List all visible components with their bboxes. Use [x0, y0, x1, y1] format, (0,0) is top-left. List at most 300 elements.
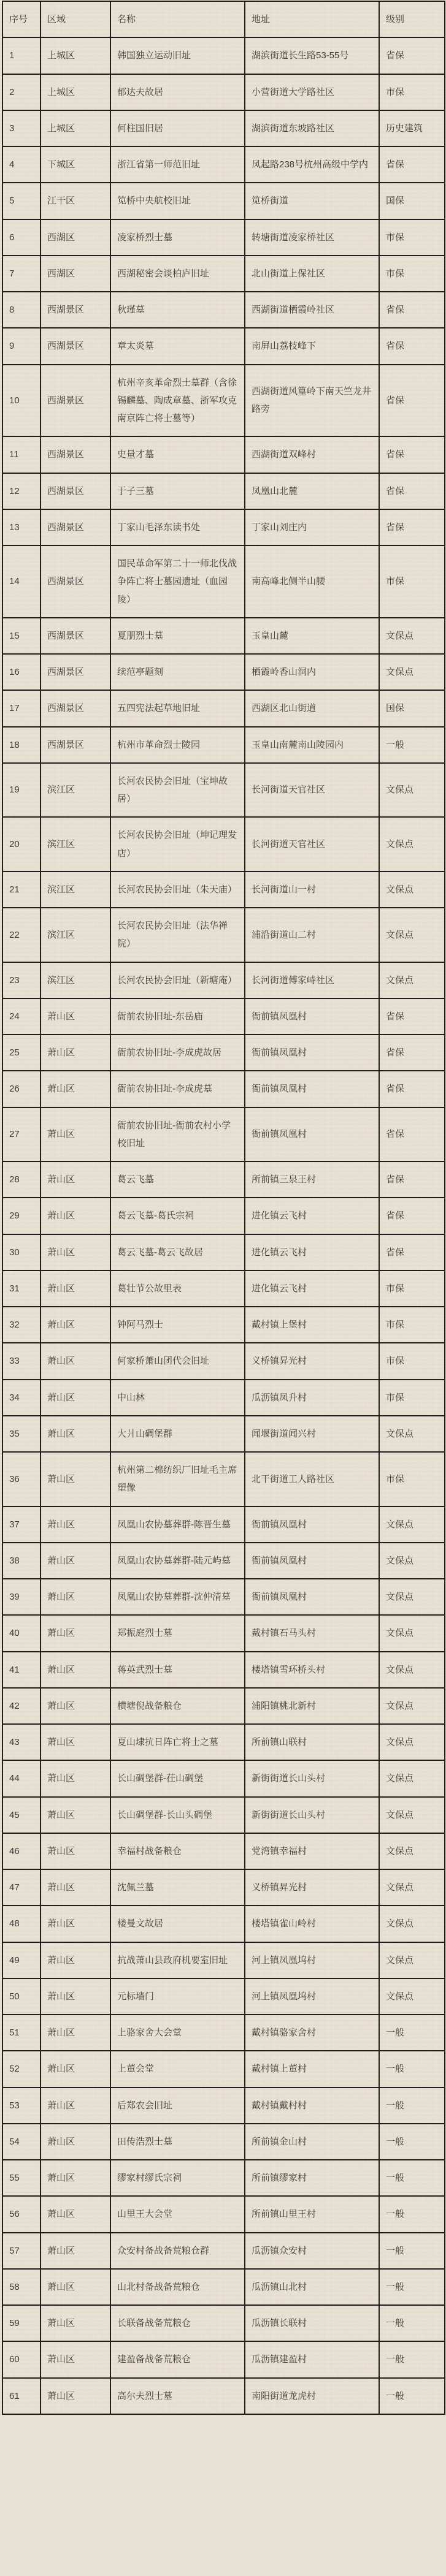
level-cell: 文保点	[379, 1506, 445, 1543]
district-cell: 上城区	[40, 74, 110, 110]
table-row	[2, 1108, 445, 1162]
name-cell: 丁家山毛泽东读书处	[110, 509, 245, 545]
level-cell: 文保点	[379, 654, 445, 690]
district-cell: 西湖景区	[40, 328, 110, 364]
district-cell: 西湖景区	[40, 509, 110, 545]
address-cell: 北山街道上保社区	[245, 256, 379, 292]
table-row	[2, 962, 445, 998]
row-number-cell: 47	[2, 1869, 40, 1905]
address-cell: 转塘街道凌家桥社区	[245, 219, 379, 256]
address-cell: 南屏山荔枝峰下	[245, 328, 379, 364]
row-number-cell: 31	[2, 1271, 40, 1307]
table-row	[2, 690, 445, 726]
address-cell: 湖滨街道东坡路社区	[245, 110, 379, 146]
table-row	[2, 763, 445, 818]
row-number-cell: 9	[2, 328, 40, 364]
district-cell: 西湖景区	[40, 545, 110, 618]
level-cell: 文保点	[379, 1724, 445, 1760]
row-number-cell: 39	[2, 1579, 40, 1615]
address-cell: 南高峰北侧半山腰	[245, 545, 379, 618]
level-cell: 省保	[379, 1035, 445, 1071]
address-cell: 闻堰街道闻兴村	[245, 1416, 379, 1452]
level-cell: 文保点	[379, 1978, 445, 2015]
district-cell: 滨江区	[40, 763, 110, 818]
row-number-cell: 8	[2, 292, 40, 328]
district-cell: 西湖景区	[40, 365, 110, 437]
district-cell: 滨江区	[40, 962, 110, 998]
level-cell: 文保点	[379, 1416, 445, 1452]
table-row	[2, 1652, 445, 1688]
row-number-cell: 25	[2, 1035, 40, 1071]
district-cell: 萧山区	[40, 1543, 110, 1579]
level-cell: 一般	[379, 2196, 445, 2232]
district-cell: 滨江区	[40, 817, 110, 872]
address-cell: 西湖区北山街道	[245, 690, 379, 726]
level-cell: 一般	[379, 2015, 445, 2051]
table-row	[2, 872, 445, 908]
table-row	[2, 2378, 445, 2414]
address-cell: 长河街道天官社区	[245, 763, 379, 818]
name-cell: 衙前农协旧址-李成虎故居	[110, 1035, 245, 1071]
table-row	[2, 2196, 445, 2232]
address-cell: 瓜沥镇长联村	[245, 2305, 379, 2341]
name-cell: 大爿山碉堡群	[110, 1416, 245, 1452]
address-cell: 玉皇山南麓南山陵园内	[245, 727, 379, 763]
level-cell: 省保	[379, 1198, 445, 1234]
address-cell: 进化镇云飞村	[245, 1271, 379, 1307]
address-cell: 玉皇山麓	[245, 618, 379, 654]
district-cell: 下城区	[40, 146, 110, 183]
table-row	[2, 1615, 445, 1651]
level-cell: 省保	[379, 1161, 445, 1198]
row-number-cell: 59	[2, 2305, 40, 2341]
row-number-cell: 30	[2, 1234, 40, 1271]
row-number-cell: 50	[2, 1978, 40, 2015]
table-header-row	[2, 1, 445, 37]
column-header-name: 名称	[110, 1, 245, 37]
table-row	[2, 1416, 445, 1452]
district-cell: 萧山区	[40, 1198, 110, 1234]
level-cell: 一般	[379, 2378, 445, 2414]
row-number-cell: 44	[2, 1760, 40, 1796]
address-cell: 瓜沥镇建盈村	[245, 2341, 379, 2377]
level-cell: 市保	[379, 256, 445, 292]
district-cell: 江干区	[40, 183, 110, 219]
level-cell: 省保	[379, 37, 445, 74]
table-row	[2, 545, 445, 618]
name-cell: 长山碉堡群-长山头碉堡	[110, 1797, 245, 1833]
address-cell: 所前镇三泉王村	[245, 1161, 379, 1198]
name-cell: 山里王大会堂	[110, 2196, 245, 2232]
table-row	[2, 2124, 445, 2160]
level-cell: 文保点	[379, 1543, 445, 1579]
name-cell: 凤凰山农协墓葬群-陈晋生墓	[110, 1506, 245, 1543]
row-number-cell: 55	[2, 2160, 40, 2196]
level-cell: 市保	[379, 1307, 445, 1343]
address-cell: 湖滨街道长生路53-55号	[245, 37, 379, 74]
district-cell: 萧山区	[40, 2233, 110, 2269]
name-cell: 秋瑾墓	[110, 292, 245, 328]
level-cell: 省保	[379, 436, 445, 473]
table-row	[2, 727, 445, 763]
name-cell: 章太炎墓	[110, 328, 245, 364]
level-cell: 省保	[379, 1108, 445, 1162]
table-row	[2, 2341, 445, 2377]
table-row	[2, 1978, 445, 2015]
address-cell: 笕桥街道	[245, 183, 379, 219]
level-cell: 文保点	[379, 962, 445, 998]
district-cell: 萧山区	[40, 2378, 110, 2414]
row-number-cell: 41	[2, 1652, 40, 1688]
table-row	[2, 365, 445, 437]
level-cell: 国保	[379, 183, 445, 219]
name-cell: 高尔夫烈士墓	[110, 2378, 245, 2414]
table-row	[2, 2305, 445, 2341]
name-cell: 何家桥萧山团代会旧址	[110, 1343, 245, 1379]
address-cell: 小营街道大学路社区	[245, 74, 379, 110]
district-cell: 西湖景区	[40, 618, 110, 654]
row-number-cell: 42	[2, 1688, 40, 1724]
name-cell: 沈佩兰墓	[110, 1869, 245, 1905]
row-number-cell: 19	[2, 763, 40, 818]
row-number-cell: 3	[2, 110, 40, 146]
name-cell: 史量才墓	[110, 436, 245, 473]
name-cell: 幸福村战备粮仓	[110, 1833, 245, 1869]
level-cell: 一般	[379, 2088, 445, 2124]
row-number-cell: 48	[2, 1905, 40, 1942]
name-cell: 韩国独立运动旧址	[110, 37, 245, 74]
address-cell: 戴村镇上堡村	[245, 1307, 379, 1343]
name-cell: 凤凰山农协墓葬群-陆元屿墓	[110, 1543, 245, 1579]
level-cell: 一般	[379, 727, 445, 763]
district-cell: 萧山区	[40, 1942, 110, 1978]
name-cell: 长河农民协会旧址（新塘庵）	[110, 962, 245, 998]
name-cell: 杭州市革命烈士陵园	[110, 727, 245, 763]
name-cell: 杭州第二棉纺织厂旧址毛主席塑像	[110, 1452, 245, 1506]
row-number-cell: 35	[2, 1416, 40, 1452]
table-row	[2, 1869, 445, 1905]
district-cell: 萧山区	[40, 1452, 110, 1506]
table-row	[2, 2088, 445, 2124]
table-row	[2, 2015, 445, 2051]
level-cell: 市保	[379, 545, 445, 618]
district-cell: 萧山区	[40, 998, 110, 1035]
row-number-cell: 29	[2, 1198, 40, 1234]
row-number-cell: 17	[2, 690, 40, 726]
address-cell: 衙前镇凤凰村	[245, 1506, 379, 1543]
level-cell: 一般	[379, 2269, 445, 2305]
table-row	[2, 998, 445, 1035]
address-cell: 义桥镇昇光村	[245, 1343, 379, 1379]
address-cell: 西湖街道双峰村	[245, 436, 379, 473]
district-cell: 上城区	[40, 110, 110, 146]
name-cell: 五四宪法起草地旧址	[110, 690, 245, 726]
row-number-cell: 52	[2, 2051, 40, 2087]
address-cell: 新街街道长山头村	[245, 1760, 379, 1796]
row-number-cell: 2	[2, 74, 40, 110]
district-cell: 西湖景区	[40, 727, 110, 763]
address-cell: 衙前镇凤凰村	[245, 1543, 379, 1579]
district-cell: 萧山区	[40, 1652, 110, 1688]
address-cell: 戴村镇石马头村	[245, 1615, 379, 1651]
name-cell: 郁达夫故居	[110, 74, 245, 110]
district-cell: 萧山区	[40, 1978, 110, 2015]
row-number-cell: 36	[2, 1452, 40, 1506]
table-row	[2, 256, 445, 292]
row-number-cell: 37	[2, 1506, 40, 1543]
table-row	[2, 1543, 445, 1579]
district-cell: 萧山区	[40, 1724, 110, 1760]
name-cell: 西湖秘密会谈柏庐旧址	[110, 256, 245, 292]
name-cell: 夏朋烈士墓	[110, 618, 245, 654]
district-cell: 萧山区	[40, 1833, 110, 1869]
address-cell: 丁家山刘庄内	[245, 509, 379, 545]
address-cell: 所前镇金山村	[245, 2124, 379, 2160]
row-number-cell: 21	[2, 872, 40, 908]
level-cell: 文保点	[379, 1833, 445, 1869]
level-cell: 文保点	[379, 817, 445, 872]
row-number-cell: 12	[2, 473, 40, 509]
row-number-cell: 32	[2, 1307, 40, 1343]
address-cell: 凤起路238号杭州高级中学内	[245, 146, 379, 183]
name-cell: 众安村备战备荒粮仓群	[110, 2233, 245, 2269]
district-cell: 萧山区	[40, 1579, 110, 1615]
table-row	[2, 436, 445, 473]
district-cell: 萧山区	[40, 1905, 110, 1942]
level-cell: 文保点	[379, 1615, 445, 1651]
table-row	[2, 1942, 445, 1978]
address-cell: 衙前镇凤凰村	[245, 998, 379, 1035]
level-cell: 文保点	[379, 763, 445, 818]
level-cell: 文保点	[379, 1579, 445, 1615]
name-cell: 长河农民协会旧址（宝坤故居）	[110, 763, 245, 818]
address-cell: 衙前镇凤凰村	[245, 1579, 379, 1615]
table-row	[2, 1343, 445, 1379]
table-row	[2, 1797, 445, 1833]
table-row	[2, 219, 445, 256]
row-number-cell: 28	[2, 1161, 40, 1198]
district-cell: 西湖景区	[40, 654, 110, 690]
table-row	[2, 2233, 445, 2269]
name-cell: 夏山埭抗日阵亡将士之墓	[110, 1724, 245, 1760]
level-cell: 省保	[379, 473, 445, 509]
level-cell: 一般	[379, 2233, 445, 2269]
column-header-number: 序号	[2, 1, 40, 37]
name-cell: 衙前农协旧址-李成虎墓	[110, 1071, 245, 1107]
address-cell: 楼塔镇雀山岭村	[245, 1905, 379, 1942]
table-row	[2, 473, 445, 509]
level-cell: 文保点	[379, 1688, 445, 1724]
name-cell: 抗战萧山县政府机要室旧址	[110, 1942, 245, 1978]
table-row	[2, 509, 445, 545]
name-cell: 长河农民协会旧址（法华禅院）	[110, 908, 245, 962]
table-row	[2, 1579, 445, 1615]
name-cell: 元标墙门	[110, 1978, 245, 2015]
row-number-cell: 40	[2, 1615, 40, 1651]
name-cell: 于子三墓	[110, 473, 245, 509]
level-cell: 文保点	[379, 1942, 445, 1978]
district-cell: 萧山区	[40, 1071, 110, 1107]
row-number-cell: 56	[2, 2196, 40, 2232]
district-cell: 萧山区	[40, 1234, 110, 1271]
level-cell: 省保	[379, 146, 445, 183]
district-cell: 萧山区	[40, 1506, 110, 1543]
name-cell: 衙前农协旧址-东岳庙	[110, 998, 245, 1035]
row-number-cell: 49	[2, 1942, 40, 1978]
row-number-cell: 54	[2, 2124, 40, 2160]
table-row	[2, 2051, 445, 2087]
address-cell: 所前镇缪家村	[245, 2160, 379, 2196]
name-cell: 长河农民协会旧址（坤记理发店）	[110, 817, 245, 872]
name-cell: 中山林	[110, 1380, 245, 1416]
district-cell: 滨江区	[40, 908, 110, 962]
address-cell: 长河街道傅家峙社区	[245, 962, 379, 998]
district-cell: 萧山区	[40, 2305, 110, 2341]
level-cell: 文保点	[379, 1869, 445, 1905]
address-cell: 衙前镇凤凰村	[245, 1108, 379, 1162]
address-cell: 凤凰山北麓	[245, 473, 379, 509]
table-row	[2, 1271, 445, 1307]
table-row	[2, 183, 445, 219]
name-cell: 上董会堂	[110, 2051, 245, 2087]
row-number-cell: 20	[2, 817, 40, 872]
table-row	[2, 74, 445, 110]
address-cell: 党湾镇幸福村	[245, 1833, 379, 1869]
address-cell: 河上镇凤凰坞村	[245, 1942, 379, 1978]
district-cell: 萧山区	[40, 2015, 110, 2051]
address-cell: 进化镇云飞村	[245, 1234, 379, 1271]
district-cell: 萧山区	[40, 1343, 110, 1379]
address-cell: 西湖街道栖霞岭社区	[245, 292, 379, 328]
row-number-cell: 33	[2, 1343, 40, 1379]
name-cell: 笕桥中央航校旧址	[110, 183, 245, 219]
level-cell: 省保	[379, 1234, 445, 1271]
district-cell: 萧山区	[40, 1416, 110, 1452]
table-row	[2, 1071, 445, 1107]
district-cell: 萧山区	[40, 2088, 110, 2124]
row-number-cell: 11	[2, 436, 40, 473]
name-cell: 长联备战备荒粮仓	[110, 2305, 245, 2341]
table-row	[2, 1198, 445, 1234]
level-cell: 文保点	[379, 872, 445, 908]
level-cell: 文保点	[379, 908, 445, 962]
district-cell: 萧山区	[40, 1271, 110, 1307]
district-cell: 萧山区	[40, 1869, 110, 1905]
row-number-cell: 27	[2, 1108, 40, 1162]
name-cell: 楼曼文故居	[110, 1905, 245, 1942]
name-cell: 长山碉堡群-茌山碉堡	[110, 1760, 245, 1796]
name-cell: 上骆家舍大会堂	[110, 2015, 245, 2051]
address-cell: 河上镇凤凰坞村	[245, 1978, 379, 2015]
table-row	[2, 817, 445, 872]
address-cell: 北干街道工人路社区	[245, 1452, 379, 1506]
table-row	[2, 2269, 445, 2305]
table-row	[2, 1380, 445, 1416]
table-row	[2, 618, 445, 654]
level-cell: 市保	[379, 1343, 445, 1379]
district-cell: 萧山区	[40, 1035, 110, 1071]
district-cell: 萧山区	[40, 2124, 110, 2160]
level-cell: 省保	[379, 1071, 445, 1107]
address-cell: 戴村镇上董村	[245, 2051, 379, 2087]
name-cell: 缪家村缪氏宗祠	[110, 2160, 245, 2196]
level-cell: 市保	[379, 1452, 445, 1506]
name-cell: 衙前农协旧址-衙前农村小学校旧址	[110, 1108, 245, 1162]
column-header-address: 地址	[245, 1, 379, 37]
address-cell: 南阳街道龙虎村	[245, 2378, 379, 2414]
name-cell: 杭州辛亥革命烈士墓群（含徐锡麟墓、陶成章墓、浙军攻克南京阵亡将士墓等）	[110, 365, 245, 437]
row-number-cell: 46	[2, 1833, 40, 1869]
table-row	[2, 292, 445, 328]
address-cell: 所前镇山联村	[245, 1724, 379, 1760]
level-cell: 市保	[379, 1271, 445, 1307]
row-number-cell: 22	[2, 908, 40, 962]
district-cell: 萧山区	[40, 1797, 110, 1833]
name-cell: 葛壮节公故里表	[110, 1271, 245, 1307]
row-number-cell: 4	[2, 146, 40, 183]
level-cell: 省保	[379, 998, 445, 1035]
row-number-cell: 10	[2, 365, 40, 437]
level-cell: 省保	[379, 365, 445, 437]
district-cell: 西湖景区	[40, 436, 110, 473]
address-cell: 义桥镇昇光村	[245, 1869, 379, 1905]
address-cell: 衙前镇凤凰村	[245, 1035, 379, 1071]
district-cell: 西湖景区	[40, 292, 110, 328]
row-number-cell: 1	[2, 37, 40, 74]
address-cell: 瓜沥镇众安村	[245, 2233, 379, 2269]
name-cell: 凤凰山农协墓葬群-沈仲清墓	[110, 1579, 245, 1615]
name-cell: 葛云飞墓-葛氏宗祠	[110, 1198, 245, 1234]
level-cell: 市保	[379, 74, 445, 110]
name-cell: 国民革命军第二十一师北伐战争阵亡将士墓园遗址（血园陵）	[110, 545, 245, 618]
table-row	[2, 1688, 445, 1724]
name-cell: 续范亭题刻	[110, 654, 245, 690]
heritage-sites-table	[2, 1, 445, 2415]
row-number-cell: 6	[2, 219, 40, 256]
row-number-cell: 61	[2, 2378, 40, 2414]
address-cell: 衙前镇凤凰村	[245, 1071, 379, 1107]
name-cell: 建盈备战备荒粮仓	[110, 2341, 245, 2377]
table-row	[2, 654, 445, 690]
address-cell: 所前镇山里王村	[245, 2196, 379, 2232]
row-number-cell: 16	[2, 654, 40, 690]
column-header-district: 区域	[40, 1, 110, 37]
address-cell: 瓜沥镇凤升村	[245, 1380, 379, 1416]
table-row	[2, 1452, 445, 1506]
level-cell: 一般	[379, 2160, 445, 2196]
level-cell: 文保点	[379, 618, 445, 654]
address-cell: 进化镇云飞村	[245, 1198, 379, 1234]
name-cell: 山北村备战备荒粮仓	[110, 2269, 245, 2305]
district-cell: 萧山区	[40, 2269, 110, 2305]
level-cell: 文保点	[379, 1797, 445, 1833]
row-number-cell: 45	[2, 1797, 40, 1833]
district-cell: 萧山区	[40, 1760, 110, 1796]
address-cell: 浦沿街道山二村	[245, 908, 379, 962]
name-cell: 长河农民协会旧址（朱天庙）	[110, 872, 245, 908]
name-cell: 凌家桥烈士墓	[110, 219, 245, 256]
table-row	[2, 328, 445, 364]
row-number-cell: 5	[2, 183, 40, 219]
name-cell: 何柱国旧居	[110, 110, 245, 146]
level-cell: 市保	[379, 1380, 445, 1416]
district-cell: 萧山区	[40, 1307, 110, 1343]
table-row	[2, 1724, 445, 1760]
table-row	[2, 1307, 445, 1343]
row-number-cell: 18	[2, 727, 40, 763]
table-row	[2, 37, 445, 74]
district-cell: 滨江区	[40, 872, 110, 908]
